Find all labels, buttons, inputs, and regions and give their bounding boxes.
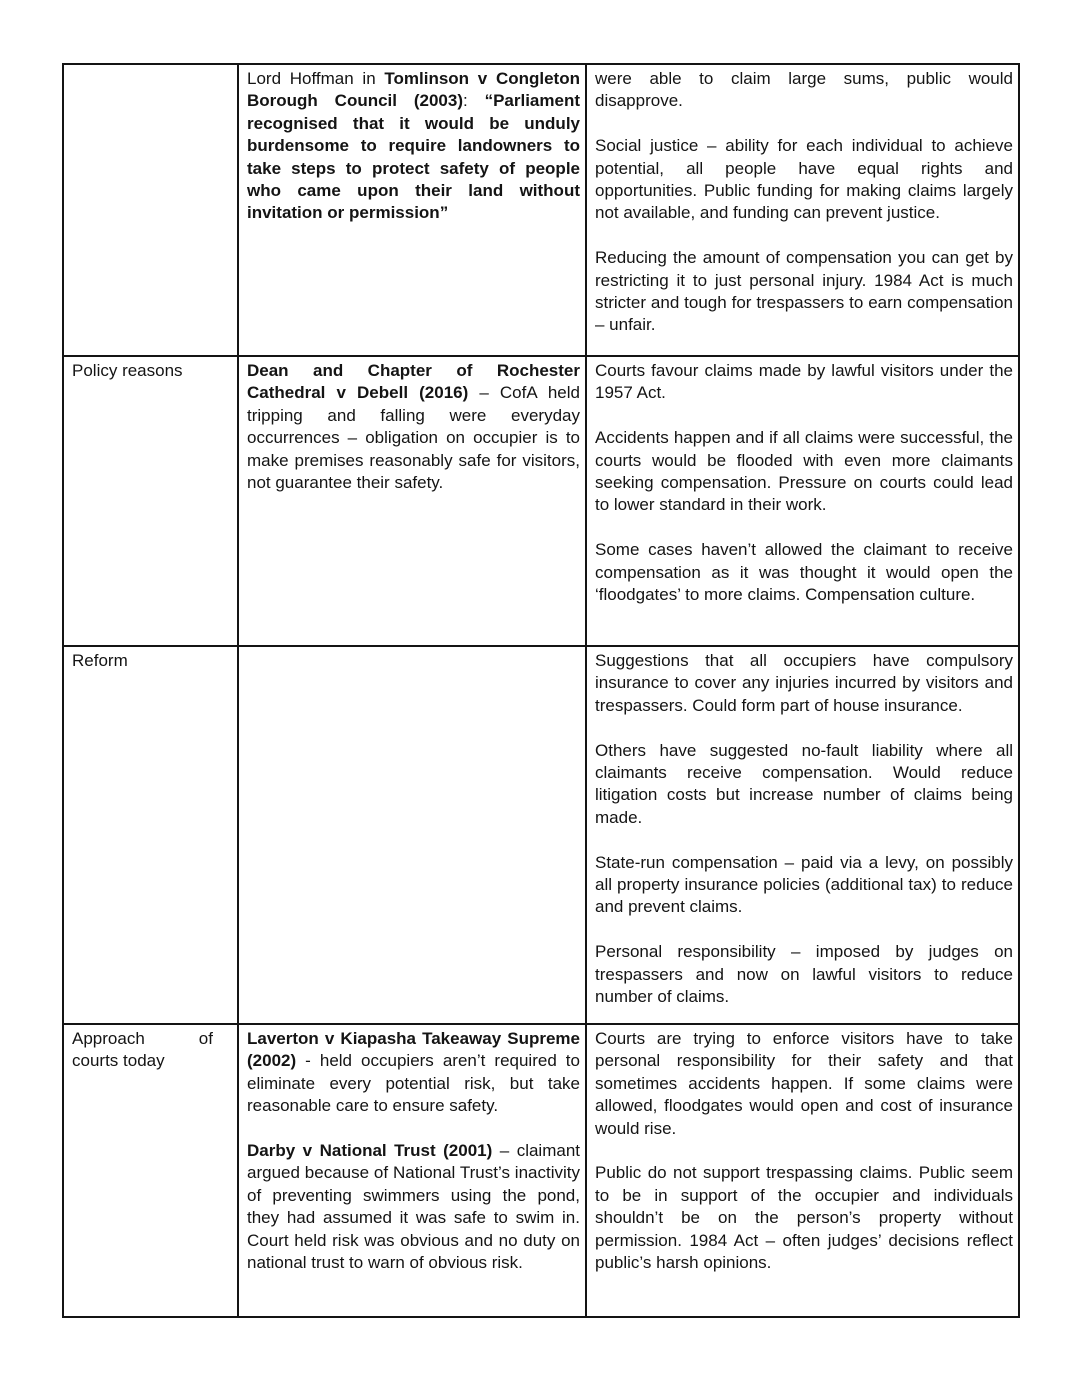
table-row-policy-reasons bbox=[63, 356, 1019, 646]
occupiers-liability-table bbox=[62, 63, 1020, 1318]
notes-cell: Suggestions that all occupiers have compulsory insurance to cover any injuries incurred by visitors and trespassers. Could form part of house insurance. Others have suggested no-fault liability where all claimants receive compensation. Would reduce litigation costs but increase number of claims being made. State-run compensation – paid via a levy, on possibly all property insurance policies (additional tax) to reduce and prevent claims. Personal responsibility – imposed by judges on trespassers and now on lawful visitors to reduce number of claims. bbox=[586, 646, 1019, 1024]
table-row-approach-of-courts bbox=[63, 1024, 1019, 1317]
table-row-tomlinson bbox=[63, 64, 1019, 356]
case-cell: Laverton v Kiapasha Takeaway Supreme (2002) - held occupiers aren’t required to eliminate every potential risk, but take reasonable care to ensure safety. Darby v National Trust (2001) – claimant argued because of National Trust’s inactivity of preventing swimmers using the pond, they had assumed it was safe to swim in. Court held risk was obvious and no duty on national trust to warn of obvious risk. bbox=[238, 1024, 586, 1317]
row-label-cell: Approach of courts today bbox=[63, 1024, 238, 1317]
notes-cell: Courts favour claims made by lawful visitors under the 1957 Act. Accidents happen and if all claims were successful, the courts would be flooded with even more claimants seeking compensation. Pressure on courts could lead to lower standard in their work. Some cases haven’t allowed the claimant to receive compensation as it was thought it would open the ‘floodgates’ to more claims. Compensation culture. bbox=[586, 356, 1019, 646]
case-cell: Dean and Chapter of Rochester Cathedral v Debell (2016) – CofA held tripping and falling were everyday occurrences – obligation on occupier is to make premises reasonably safe for visitors, not guarantee their safety. bbox=[238, 356, 586, 646]
notes-cell: Courts are trying to enforce visitors have to take personal responsibility for their safety and that sometimes accidents happen. If some claims were allowed, floodgates would open and cost of insurance would rise. Public do not support trespassing claims. Public seem to be in support of the occupier and individuals shouldn’t be on the person’s property without permission. 1984 Act – often judges’ decisions reflect public’s harsh opinions. bbox=[586, 1024, 1019, 1317]
notes-cell: were able to claim large sums, public would disapprove. Social justice – ability for each individual to achieve potential, all people have equal rights and opportunities. Public funding for making claims largely not available, and funding can prevent justice. Reducing the amount of compensation you can get by restricting it to just personal injury. 1984 Act is much stricter and tough for trespassers to earn compensation – unfair. bbox=[586, 64, 1019, 356]
row-label-cell: Policy reasons bbox=[63, 356, 238, 646]
case-cell: Lord Hoffman in Tomlinson v Congleton Borough Council (2003): “Parliament recognised that it would be unduly burdensome to require landowners to take steps to protect safety of people who came upon their land without invitation or permission” bbox=[238, 64, 586, 356]
table-row-reform bbox=[63, 646, 1019, 1024]
row-label-cell: Reform bbox=[63, 646, 238, 1024]
case-cell bbox=[238, 646, 586, 1024]
row-label-cell bbox=[63, 64, 238, 356]
